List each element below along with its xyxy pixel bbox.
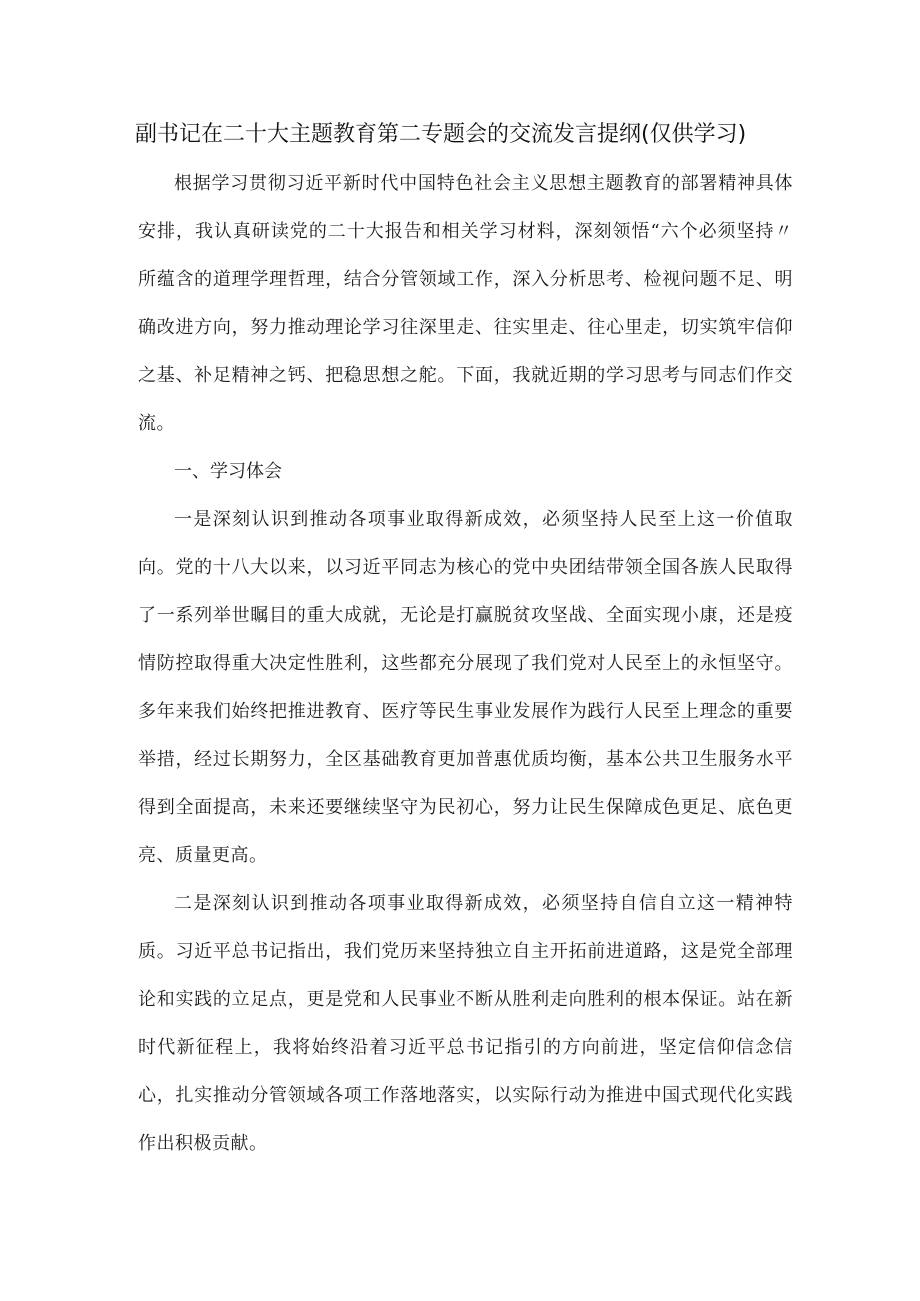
- intro-paragraph: 根据学习贯彻习近平新时代中国特色社会主义思想主题教育的部署精神具体安排，我认真研读党的二十大报告和相关学习材料，深刻领悟“六个必须坚持〃所蕴含的道理学理哲理，结合分管领域工作，深入分析思考、检视问题不足、明确改进方向，努力推动理论学习往深里走、往实里走、往心里走，切实筑牢信仰之基、补足精神之钙、把稳思想之舵。下面，我就近期的学习思考与同志们作交流。: [138, 173, 793, 434]
- body-paragraph-2: 二是深刻认识到推动各项事业取得新成效，必须坚持自信自立这一精神特质。习近平总书记指出，我们党历来坚持独立自主开拓前进道路，这是党全部理论和实践的立足点，更是党和人民事业不断从胜利走向胜利的根本保证。站在新时代新征程上，我将始终沿着习近平总书记指引的方向前进，坚定信仰信念信心，扎实推动分管领域各项工作落地落实，以实际行动为推进中国式现代化实践作出积极贡献。: [138, 893, 793, 1154]
- document-body: [138, 160, 793, 1168]
- section-heading: 一、学习体会: [174, 461, 282, 482]
- body-paragraph-1: 一是深刻认识到推动各项事业取得新成效，必须坚持人民至上这一价值取向。党的十八大以来，以习近平同志为核心的党中央团结带领全国各族人民取得了一系列举世瞩目的重大成就，无论是打赢脱贫攻坚战、全面实现小康，还是疫情防控取得重大决定性胜利，这些都充分展现了我们党对人民至上的永恒坚守。多年来我们始终把推进教育、医疗等民生事业发展作为践行人民至上理念的重要举措，经过长期努力，全区基础教育更加普惠优质均衡，基本公共卫生服务水平得到全面提高，未来还要继续坚守为民初心，努力让民生保障成色更足、底色更亮、质量更高。: [138, 509, 793, 866]
- document-title: 副书记在二十大主题教育第二专题会的交流发言提纲(仅供学习): [135, 122, 747, 147]
